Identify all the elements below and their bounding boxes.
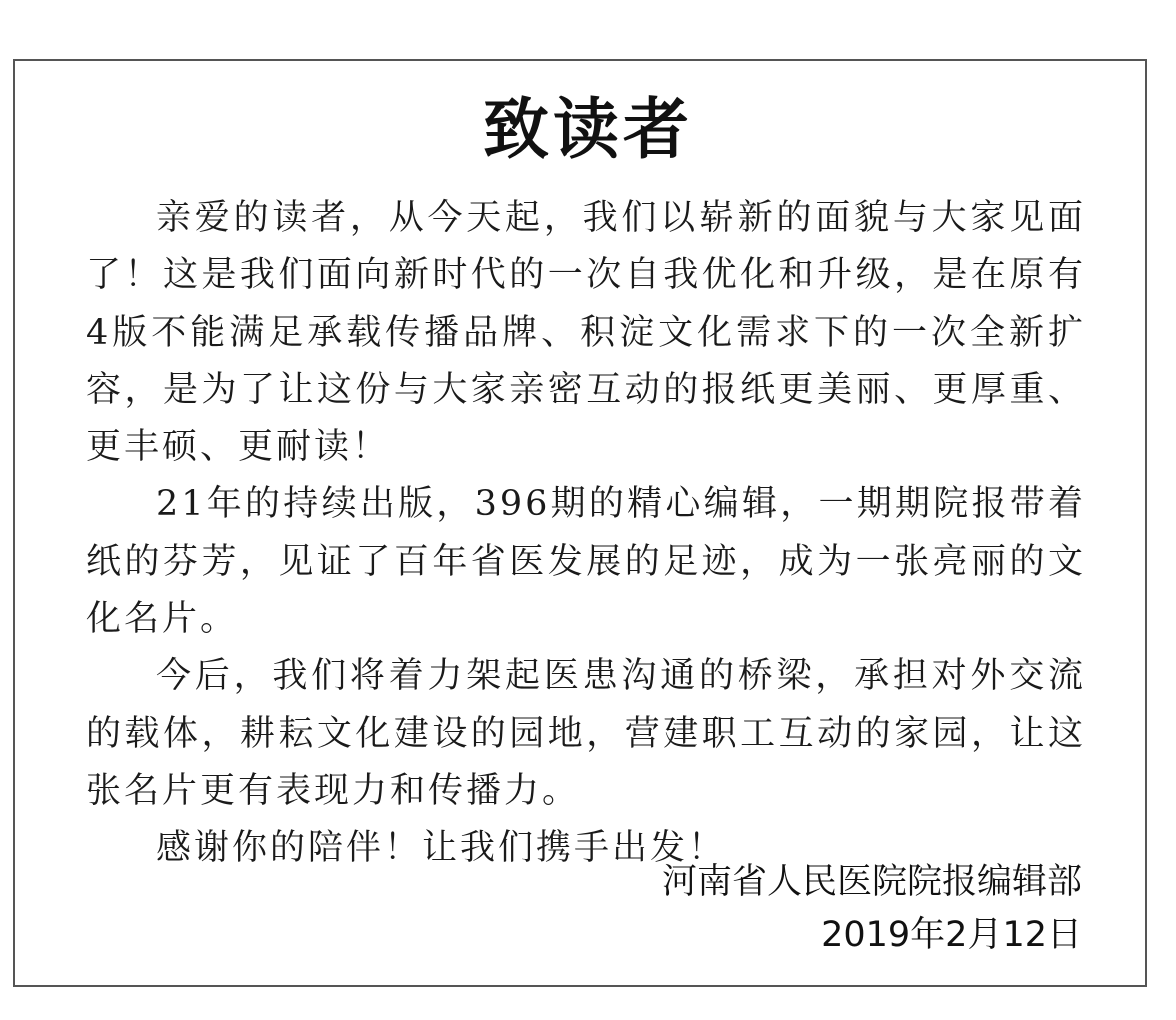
paragraph-2: 21年的持续出版，396期的精心编辑，一期期院报带着纸的芬芳，见证了百年省医发展的足迹，成为一张亮丽的文化名片。 bbox=[86, 484, 1086, 640]
paragraph-1: 亲爱的读者，从今天起，我们以崭新的面貌与大家见面了！这是我们面向新时代的一次自我优化和升级，是在原有4版不能满足承载传播品牌、积淀文化需求下的一次全新扩容，是为了让这份与大家亲密互动的报纸更美丽、更厚重、更丰硕、更耐读！ bbox=[86, 198, 1086, 468]
signature-organization: 河南省人民医院院报编辑部 bbox=[661, 862, 1082, 902]
signature-date: 2019年2月12日 bbox=[821, 915, 1082, 955]
paragraph-3: 今后，我们将着力架起医患沟通的桥梁，承担对外交流的载体，耕耘文化建设的园地，营建职工互动的家园，让这张名片更有表现力和传播力。 bbox=[86, 656, 1086, 811]
signature-block bbox=[662, 856, 1082, 962]
notice-title: 致读者 bbox=[483, 91, 693, 168]
paragraph-4: 感谢你的陪伴！让我们携手出发！ bbox=[156, 828, 727, 869]
notice-body bbox=[86, 190, 1086, 878]
